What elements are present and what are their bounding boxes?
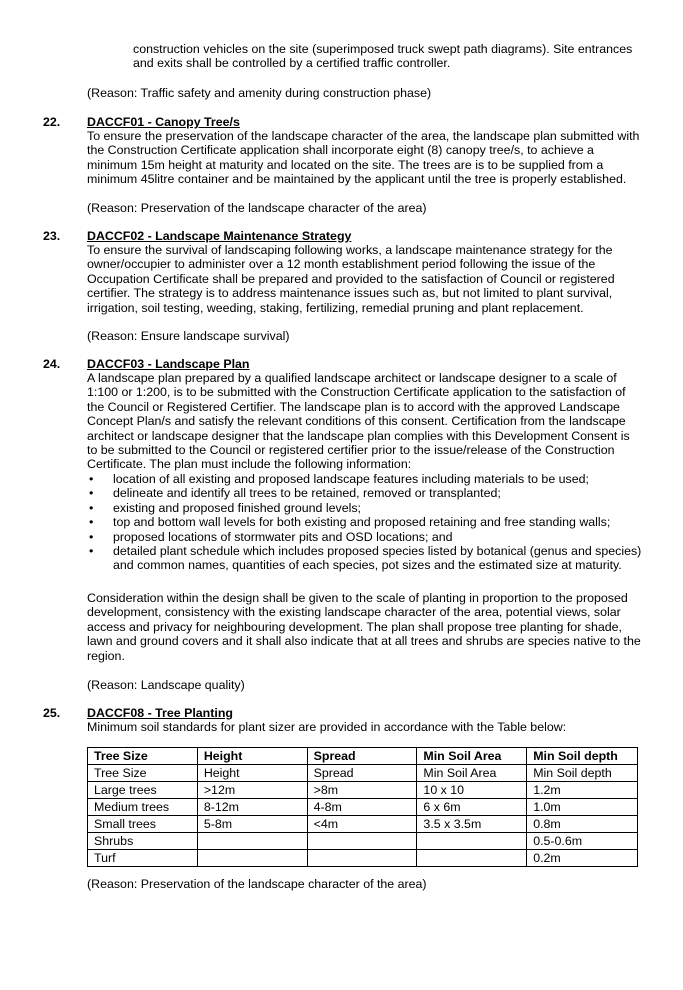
top-reason: (Reason: Traffic safety and amenity during construction phase) bbox=[87, 86, 432, 100]
table-cell: Tree Size bbox=[88, 765, 198, 782]
condition-24-reason: (Reason: Landscape quality) bbox=[87, 678, 245, 692]
soil-standards-table bbox=[87, 747, 638, 867]
bullet-item: • existing and proposed finished ground levels; bbox=[87, 501, 643, 515]
table-cell: 1.0m bbox=[527, 799, 638, 816]
table-cell: Large trees bbox=[88, 782, 198, 799]
column-header: Min Soil depth bbox=[527, 748, 638, 765]
table-cell: Height bbox=[197, 765, 307, 782]
table-cell bbox=[197, 850, 307, 867]
top-continuation-text: construction vehicles on the site (superimposed truck swept path diagrams). Site entrances and exits shall be controlled by a certified traffic controller. bbox=[133, 42, 633, 71]
condition-24-heading: DACCF03 - Landscape Plan bbox=[87, 357, 250, 371]
condition-23-heading: DACCF02 - Landscape Maintenance Strategy bbox=[87, 229, 352, 243]
table-cell bbox=[307, 833, 417, 850]
condition-23-reason: (Reason: Ensure landscape survival) bbox=[87, 329, 290, 343]
table-cell: >8m bbox=[307, 782, 417, 799]
condition-23-body: To ensure the survival of landscaping following works, a landscape maintenance strategy for the owner/occupier to administer over a 12 month establishment period following the issue of the Occupation Certificate shall be prepared and provided to the satisfaction of Council or registered certifier. The strategy is to address maintenance issues such as, but not limited to plant survival, irrigation, soil testing, weeding, staking, fertilizing, remedial pruning and plant replacement. bbox=[87, 243, 615, 315]
table-cell: Medium trees bbox=[88, 799, 198, 816]
table-cell: 3.5 x 3.5m bbox=[417, 816, 527, 833]
table-cell: >12m bbox=[197, 782, 307, 799]
condition-25-heading: DACCF08 - Tree Planting bbox=[87, 706, 233, 720]
table-cell: 1.2m bbox=[527, 782, 638, 799]
condition-25-reason: (Reason: Preservation of the landscape character of the area) bbox=[87, 877, 427, 891]
table-row bbox=[88, 765, 638, 782]
table-cell: <4m bbox=[307, 816, 417, 833]
condition-25-number: 25. bbox=[43, 706, 61, 720]
table-cell: Spread bbox=[307, 765, 417, 782]
column-header: Tree Size bbox=[88, 748, 198, 765]
table-cell: Turf bbox=[88, 850, 198, 867]
table-cell: 4-8m bbox=[307, 799, 417, 816]
table-cell: Shrubs bbox=[88, 833, 198, 850]
condition-22-number: 22. bbox=[43, 115, 61, 129]
table-cell bbox=[417, 833, 527, 850]
bullet-item: • location of all existing and proposed landscape features including materials to be used; bbox=[87, 472, 643, 486]
table-cell bbox=[417, 850, 527, 867]
table-cell bbox=[197, 833, 307, 850]
bullet-item: • delineate and identify all trees to be retained, removed or transplanted; bbox=[87, 486, 643, 500]
table-cell: 8-12m bbox=[197, 799, 307, 816]
column-header: Spread bbox=[307, 748, 417, 765]
table-cell: Min Soil depth bbox=[527, 765, 638, 782]
table-cell: 0.8m bbox=[527, 816, 638, 833]
table-row bbox=[88, 799, 638, 816]
condition-24-body: A landscape plan prepared by a qualified landscape architect or landscape designer to a scale of 1:100 or 1:200, is to be submitted with the Construction Certificate application to the satisfaction of the Council or Registered Certifier. The landscape plan is to accord with the approved Landscape Concept Plan/s and satisfy the relevant conditions of this consent. Certification from the landscape architect or landscape designer that the landscape plan complies with this Development Consent is to be submitted to the Council or registered certifier prior to the issue/release of the Construction Certificate. The plan must include the following information: bbox=[87, 371, 630, 472]
condition-23-number: 23. bbox=[43, 229, 61, 243]
condition-24-bullet-list bbox=[87, 472, 643, 573]
table-cell: Min Soil Area bbox=[417, 765, 527, 782]
bullet-item: • detailed plant schedule which includes proposed species listed by botanical (genus and species) and common names, quantities of each species, pot sizes and the estimated size at maturity. bbox=[87, 544, 643, 573]
condition-22-body: To ensure the preservation of the landscape character of the area, the landscape plan submitted with the Construction Certificate application shall incorporate eight (8) canopy tree/s, to achieve a minimum 15m height at maturity and located on the site. The trees are is to be supplied from a minimum 45litre container and be maintained by the applicant until the tree is properly established. bbox=[87, 129, 640, 187]
table-cell: 0.2m bbox=[527, 850, 638, 867]
bullet-item: • proposed locations of stormwater pits and OSD locations; and bbox=[87, 530, 643, 544]
condition-22-reason: (Reason: Preservation of the landscape character of the area) bbox=[87, 201, 427, 215]
column-header: Height bbox=[197, 748, 307, 765]
table-row bbox=[88, 833, 638, 850]
table-header-row bbox=[88, 748, 638, 765]
table-cell: 10 x 10 bbox=[417, 782, 527, 799]
table-row bbox=[88, 816, 638, 833]
table-cell bbox=[307, 850, 417, 867]
condition-24-after-text: Consideration within the design shall be given to the scale of planting in proportion to the proposed development, consistency with the existing landscape character of the area, potential views, solar access and privacy for neighbouring development. The plan shall propose tree planting for shade, lawn and ground covers and it shall also indicate that at all trees and shrubs are species native to the region. bbox=[87, 591, 641, 663]
condition-24-number: 24. bbox=[43, 357, 61, 371]
table-cell: 5-8m bbox=[197, 816, 307, 833]
table-cell: Small trees bbox=[88, 816, 198, 833]
bullet-item: • top and bottom wall levels for both existing and proposed retaining and free standing walls; bbox=[87, 515, 643, 529]
table-row bbox=[88, 850, 638, 867]
table-cell: 0.5-0.6m bbox=[527, 833, 638, 850]
column-header: Min Soil Area bbox=[417, 748, 527, 765]
table-row bbox=[88, 782, 638, 799]
condition-22-heading: DACCF01 - Canopy Tree/s bbox=[87, 115, 240, 129]
condition-25-intro: Minimum soil standards for plant sizer are provided in accordance with the Table below: bbox=[87, 720, 567, 734]
table-cell: 6 x 6m bbox=[417, 799, 527, 816]
